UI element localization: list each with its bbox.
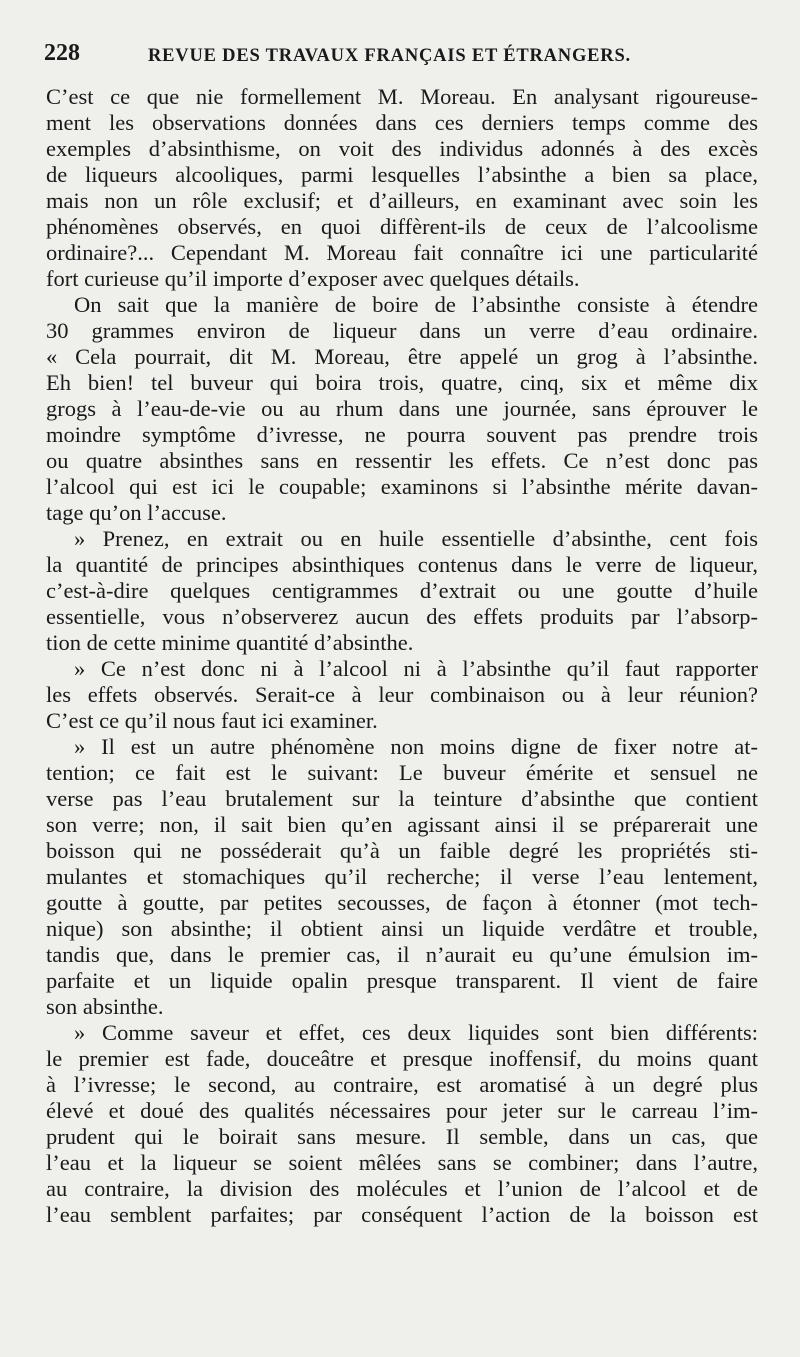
page-number: 228 bbox=[44, 40, 80, 66]
text-line: ou quatre absinthes sans en ressentir les effets. Ce n’est donc pas bbox=[46, 448, 758, 473]
running-header bbox=[44, 40, 760, 74]
text-line: l’eau semblent parfaites; par conséquent l’action de la boisson est bbox=[46, 1202, 758, 1227]
text-line: le premier est fade, douceâtre et presque inoffensif, du moins quant bbox=[46, 1046, 758, 1071]
text-line: nique) son absinthe; il obtient ainsi un liquide verdâtre et trouble, bbox=[46, 916, 758, 941]
body-text bbox=[46, 84, 758, 1228]
text-line: élevé et doué des qualités nécessaires pour jeter sur le carreau l’im- bbox=[46, 1098, 758, 1123]
text-line: ordinaire?... Cependant M. Moreau fait connaître ici une particularité bbox=[46, 240, 758, 265]
text-line: fort curieuse qu’il importe d’exposer avec quelques détails. bbox=[46, 266, 580, 291]
text-line: goutte à goutte, par petites secousses, de façon à étonner (mot tech- bbox=[46, 890, 758, 915]
text-line: Eh bien! tel buveur qui boira trois, quatre, cinq, six et même dix bbox=[46, 370, 758, 395]
text-line: l’eau et la liqueur se soient mêlées sans se combiner; dans l’autre, bbox=[46, 1150, 758, 1175]
text-line: « Cela pourrait, dit M. Moreau, être appelé un grog à l’absinthe. bbox=[46, 344, 758, 369]
text-line: les effets observés. Serait-ce à leur combinaison ou à leur réunion? bbox=[46, 682, 758, 707]
text-line: l’alcool qui est ici le coupable; examinons si l’absinthe mérite davan- bbox=[46, 474, 758, 499]
text-line: boisson qui ne posséderait qu’à un faible degré les propriétés sti- bbox=[46, 838, 758, 863]
text-line: tandis que, dans le premier cas, il n’aurait eu qu’une émulsion im- bbox=[46, 942, 758, 967]
text-line: ment les observations données dans ces derniers temps comme des bbox=[46, 110, 758, 135]
text-line: son verre; non, il sait bien qu’en agissant ainsi il se préparerait une bbox=[46, 812, 758, 837]
text-line: son absinthe. bbox=[46, 994, 164, 1019]
text-line: au contraire, la division des molécules et l’union de l’alcool et de bbox=[46, 1176, 758, 1201]
text-line: » Ce n’est donc ni à l’alcool ni à l’absinthe qu’il faut rapporter bbox=[74, 656, 758, 681]
text-line: moindre symptôme d’ivresse, ne pourra souvent pas prendre trois bbox=[46, 422, 758, 447]
text-line: mulantes et stomachiques qu’il recherche; il verse l’eau lentement, bbox=[46, 864, 758, 889]
text-line: 30 grammes environ de liqueur dans un verre d’eau ordinaire. bbox=[46, 318, 758, 343]
text-line: de liqueurs alcooliques, parmi lesquelles l’absinthe a bien sa place, bbox=[46, 162, 758, 187]
text-line: parfaite et un liquide opalin presque transparent. Il vient de faire bbox=[46, 968, 758, 993]
text-line: à l’ivresse; le second, au contraire, est aromatisé à un degré plus bbox=[46, 1072, 758, 1097]
text-line: c’est-à-dire quelques centigrammes d’extrait ou une goutte d’huile bbox=[46, 578, 758, 603]
running-title: REVUE DES TRAVAUX FRANÇAIS ET ÉTRANGERS. bbox=[148, 46, 631, 66]
text-line: C’est ce que nie formellement M. Moreau. En analysant rigoureuse- bbox=[46, 84, 758, 109]
text-line: grogs à l’eau-de-vie ou au rhum dans une journée, sans éprouver le bbox=[46, 396, 758, 421]
text-line: » Il est un autre phénomène non moins digne de fixer notre at- bbox=[74, 734, 758, 759]
text-line: verse pas l’eau brutalement sur la teinture d’absinthe que contient bbox=[46, 786, 758, 811]
text-line: phénomènes observés, en quoi diffèrent-ils de ceux de l’alcoolisme bbox=[46, 214, 758, 239]
text-line: exemples d’absinthisme, on voit des individus adonnés à des excès bbox=[46, 136, 758, 161]
text-line: prudent qui le boirait sans mesure. Il semble, dans un cas, que bbox=[46, 1124, 758, 1149]
text-line: C’est ce qu’il nous faut ici examiner. bbox=[46, 708, 378, 733]
text-line: tion de cette minime quantité d’absinthe. bbox=[46, 630, 414, 655]
text-line: mais non un rôle exclusif; et d’ailleurs, en examinant avec soin les bbox=[46, 188, 758, 213]
text-line: tention; ce fait est le suivant: Le buveur émérite et sensuel ne bbox=[46, 760, 758, 785]
text-line: tage qu’on l’accuse. bbox=[46, 500, 227, 525]
text-line: essentielle, vous n’observerez aucun des effets produits par l’absorp- bbox=[46, 604, 758, 629]
text-line: » Prenez, en extrait ou en huile essentielle d’absinthe, cent fois bbox=[74, 526, 758, 551]
text-line: On sait que la manière de boire de l’absinthe consiste à étendre bbox=[74, 292, 758, 317]
text-line: la quantité de principes absinthiques contenus dans le verre de liqueur, bbox=[46, 552, 758, 577]
text-line: » Comme saveur et effet, ces deux liquides sont bien différents: bbox=[74, 1020, 758, 1045]
